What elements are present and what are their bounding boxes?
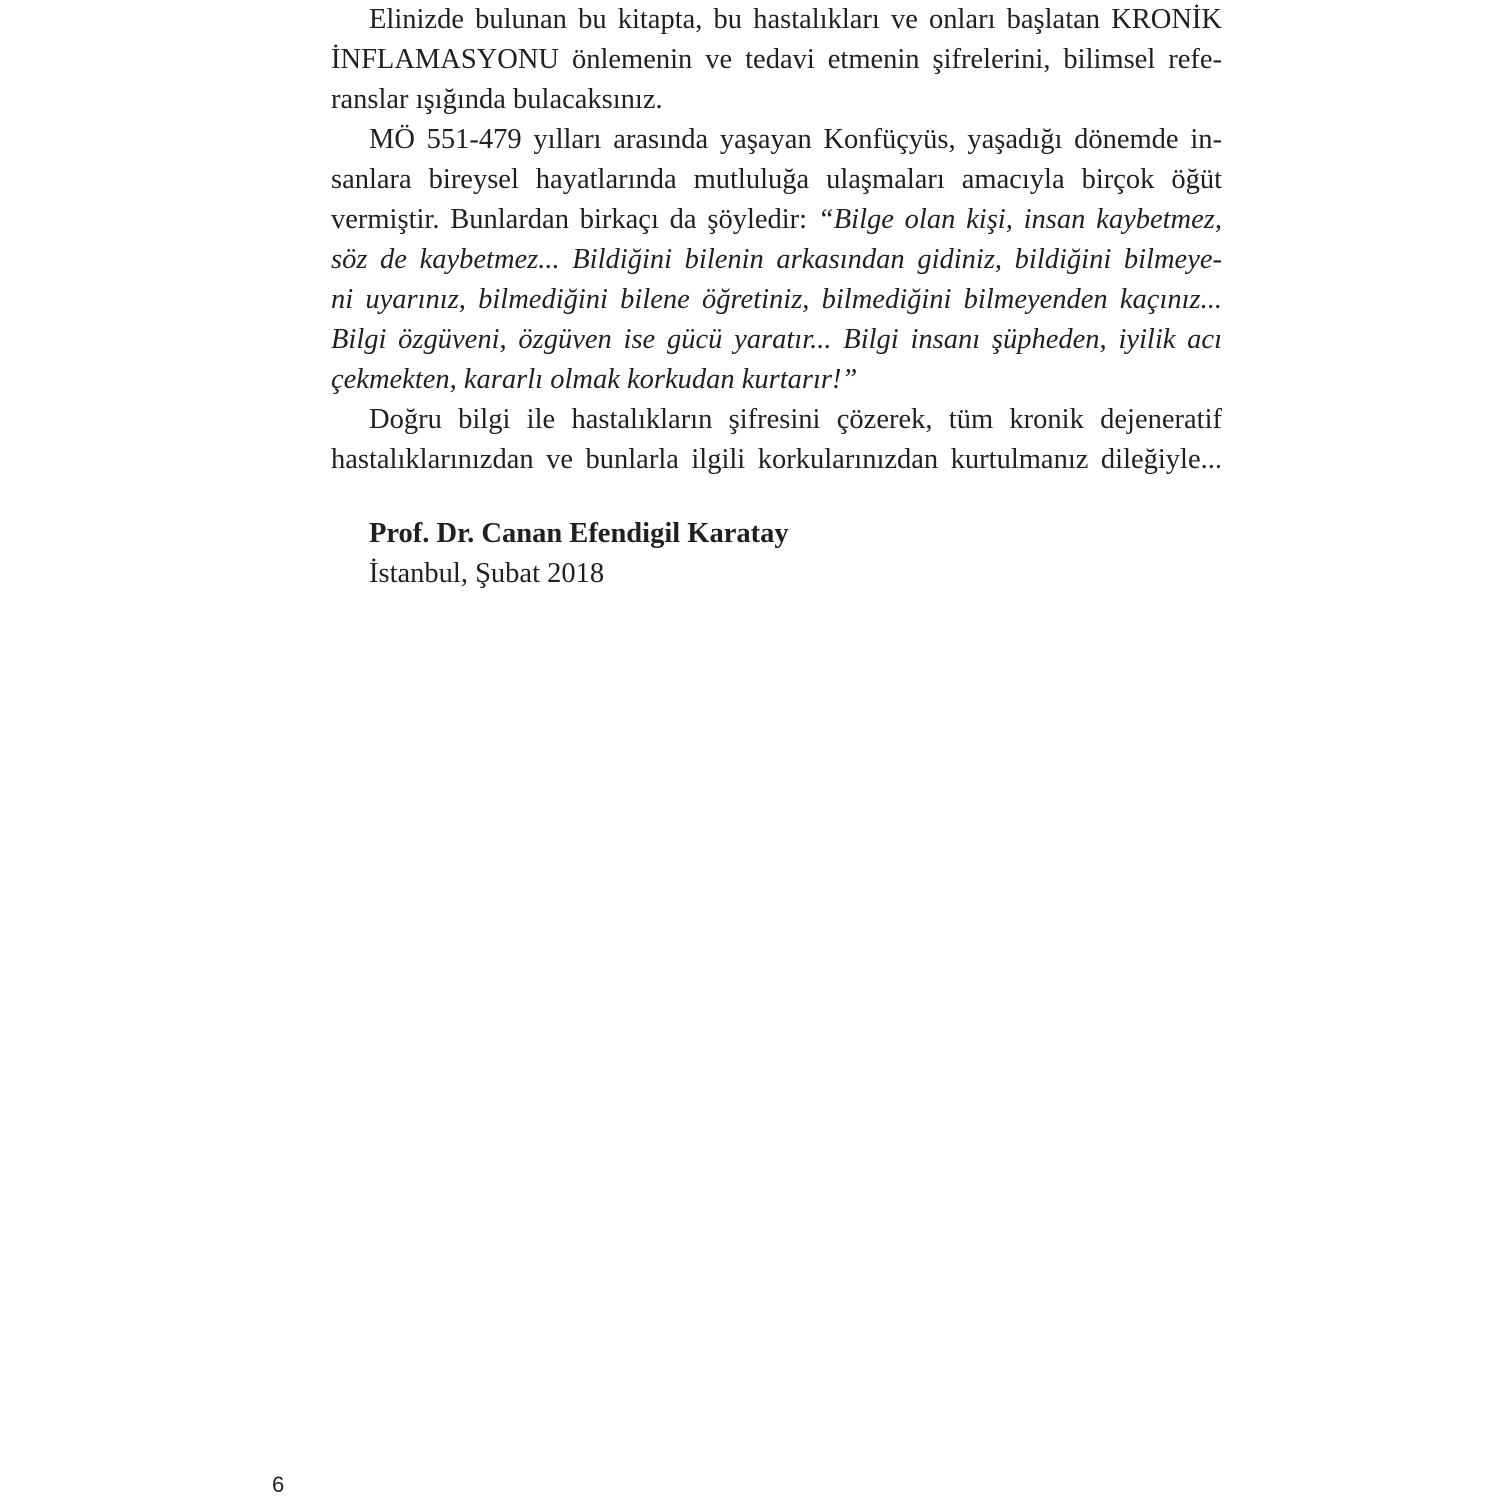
paragraph xyxy=(331,0,1222,120)
body-text-segment: Elinizde bulunan bu kitapta, bu hastalıkları ve onları başlatan KRONİK xyxy=(369,4,1222,35)
quote-text: ni uyarınız, bilmediğini bilene öğretiniz, bilmediğini bilmeyenden kaçınız... xyxy=(331,284,1222,315)
text-line xyxy=(331,120,1222,160)
text-line xyxy=(331,280,1222,320)
signature-block xyxy=(369,514,789,594)
text-line xyxy=(331,80,1222,120)
body-text-segment: ranslar ışığında bulacaksınız. xyxy=(331,84,663,115)
text-line xyxy=(331,440,1222,480)
author-name: Prof. Dr. Canan Efendigil Karatay xyxy=(369,518,789,549)
body-text-segment: İNFLAMASYONU önlemenin ve tedavi etmenin şifrelerini, bilimsel refe- xyxy=(331,44,1222,75)
page-number: 6 xyxy=(272,1472,285,1497)
quote-text: Bilgi özgüveni, özgüven ise gücü yaratır... Bilgi insanı şüpheden, iyilik acı xyxy=(331,324,1222,355)
quote-text: “Bilge olan kişi, insan kaybetmez, xyxy=(817,204,1222,235)
quote-text: çekmekten, kararlı olmak korkudan kurtarır!” xyxy=(331,364,858,395)
body-text-segment: Doğru bilgi ile hastalıkların şifresini çözerek, tüm kronik dejeneratif xyxy=(369,404,1222,435)
text-line xyxy=(331,360,1222,400)
text-line xyxy=(331,320,1222,360)
text-line xyxy=(331,400,1222,440)
quote-text: söz de kaybetmez... Bildiğini bilenin arkasından gidiniz, bildiğini bilmeye- xyxy=(331,244,1222,275)
paragraph xyxy=(331,400,1222,480)
body-text-segment: sanlara bireysel hayatlarında mutluluğa ulaşmaları amacıyla birçok öğüt xyxy=(331,164,1222,195)
text-line xyxy=(331,200,1222,240)
text-line xyxy=(331,160,1222,200)
body-text-segment: hastalıklarınızdan ve bunlarla ilgili korkularınızdan kurtulmanız dileğiyle... xyxy=(331,444,1222,475)
body-text xyxy=(331,0,1222,480)
body-text-segment: MÖ 551-479 yılları arasında yaşayan Konfüçyüs, yaşadığı dönemde in- xyxy=(369,124,1222,155)
place-date: İstanbul, Şubat 2018 xyxy=(369,558,605,589)
text-line xyxy=(331,40,1222,80)
text-line xyxy=(331,0,1222,40)
text-line xyxy=(331,240,1222,280)
paragraph xyxy=(331,120,1222,400)
body-text-segment: vermiştir. Bunlardan birkaçı da şöyledir: xyxy=(331,204,818,235)
